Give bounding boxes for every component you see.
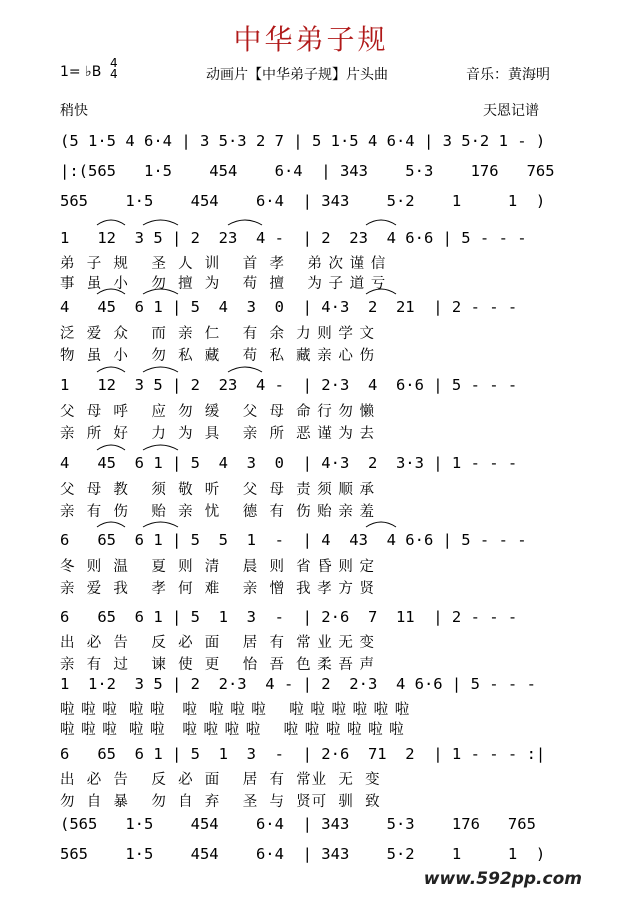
lyric-line-8: 亲 有 伤 贻 亲 忧 德 有 伤 贻 亲 羞 bbox=[60, 504, 376, 520]
lyric-line-4: 物 虽 小 勿 私 藏 苟 私 藏 亲 心 伤 bbox=[60, 348, 376, 364]
lyric-line-11: 出 必 告 反 必 面 居 有 常 业 无 变 bbox=[60, 635, 376, 651]
slur-10 bbox=[228, 367, 262, 372]
transcriber: 天恩记谱 bbox=[483, 103, 539, 119]
lyric-line-5: 父 母 呼 应 勿 缓 父 母 命 行 勿 懒 bbox=[60, 404, 376, 420]
score-line-6: 1 12 3 5 | 2 23 4 - | 2·3 4 6·6 | 5 - - - bbox=[60, 376, 518, 394]
slur-9 bbox=[143, 367, 178, 372]
tempo-marking: 稍快 bbox=[60, 103, 88, 119]
song-title: 中华弟子规 bbox=[233, 23, 389, 56]
slur-3 bbox=[228, 220, 262, 225]
lyric-line-16: 勿 自 暴 勿 自 弃 圣 与 贤可 驯 致 bbox=[60, 794, 381, 810]
lyric-line-7: 父 母 教 须 敬 听 父 母 责 须 顺 承 bbox=[60, 482, 376, 498]
score-line-9: 6 65 6 1 | 5 1 3 - | 2·6 7 11 | 2 - - - bbox=[60, 608, 518, 626]
watermark: www.592pp.com bbox=[423, 869, 582, 889]
score-line-13: 565 1·5 454 6·4 | 343 5·2 1 1 ) bbox=[60, 845, 546, 863]
slur-11 bbox=[97, 445, 125, 450]
subtitle: 动画片【中华弟子规】片头曲 bbox=[206, 67, 388, 83]
key-signature: 1= ♭B bbox=[60, 64, 102, 80]
slur-8 bbox=[97, 367, 125, 372]
slur-1 bbox=[97, 220, 125, 225]
score-line-10: 1 1·2 3 5 | 2 2·3 4 - | 2 2·3 4 6·6 | 5 - - - bbox=[60, 675, 536, 693]
composer: 音乐：黄海明 bbox=[466, 67, 550, 83]
slur-13 bbox=[97, 522, 125, 527]
meter-top: 4 bbox=[110, 56, 118, 70]
lyric-line-10: 亲 爱 我 孝 何 难 亲 憎 我 孝 方 贤 bbox=[60, 581, 376, 597]
score-line-1: (5 1·5 4 6·4 | 3 5·3 2 7 | 5 1·5 4 6·4 | 3 5·2 1 - ) bbox=[60, 132, 546, 150]
score-line-3: 565 1·5 454 6·4 | 343 5·2 1 1 ) bbox=[60, 192, 546, 210]
slur-14 bbox=[143, 522, 178, 527]
slur-12 bbox=[143, 445, 178, 450]
lyric-line-13: 啦 啦 啦 啦 啦 啦 啦 啦 啦 啦 啦 啦 啦 啦 啦 bbox=[60, 702, 411, 718]
lyric-line-3: 泛 爱 众 而 亲 仁 有 余 力 则 学 文 bbox=[60, 326, 376, 342]
lyric-line-15: 出 必 告 反 必 面 居 有 常业 无 变 bbox=[60, 772, 381, 788]
score-line-8: 6 65 6 1 | 5 5 1 - | 4 43 4 6·6 | 5 - - - bbox=[60, 531, 527, 549]
score-line-7: 4 45 6 1 | 5 4 3 0 | 4·3 2 3·3 | 1 - - - bbox=[60, 454, 518, 472]
lyric-line-9: 冬 则 温 夏 则 清 晨 则 省 昏 则 定 bbox=[60, 559, 376, 575]
score-line-12: (565 1·5 454 6·4 | 343 5·3 176 765 bbox=[60, 815, 536, 833]
meter-bottom: 4 bbox=[110, 67, 118, 81]
slur-4 bbox=[366, 220, 396, 225]
lyric-line-2: 事 虽 小 勿 擅 为 苟 擅 为 子 道 亏 bbox=[60, 276, 387, 292]
slur-2 bbox=[143, 220, 178, 225]
score-line-5: 4 45 6 1 | 5 4 3 0 | 4·3 2 21 | 2 - - - bbox=[60, 298, 518, 316]
time-signature bbox=[110, 58, 118, 80]
lyric-line-1: 弟 子 规 圣 人 训 首 孝 弟 次 谨 信 bbox=[60, 256, 387, 272]
score-line-11: 6 65 6 1 | 5 1 3 - | 2·6 71 2 | 1 - - - :| bbox=[60, 745, 546, 763]
score-line-4: 1 12 3 5 | 2 23 4 - | 2 23 4 6·6 | 5 - - - bbox=[60, 229, 527, 247]
lyric-line-14: 啦 啦 啦 啦 啦 啦 啦 啦 啦 啦 啦 啦 啦 啦 啦 bbox=[60, 722, 405, 738]
lyric-line-12: 亲 有 过 谏 使 更 怡 吾 色 柔 吾 声 bbox=[60, 657, 376, 673]
score-line-2: |:(565 1·5 454 6·4 | 343 5·3 176 765 bbox=[60, 162, 555, 180]
slur-15 bbox=[366, 522, 396, 527]
lyric-line-6: 亲 所 好 力 为 具 亲 所 恶 谨 为 去 bbox=[60, 426, 376, 442]
